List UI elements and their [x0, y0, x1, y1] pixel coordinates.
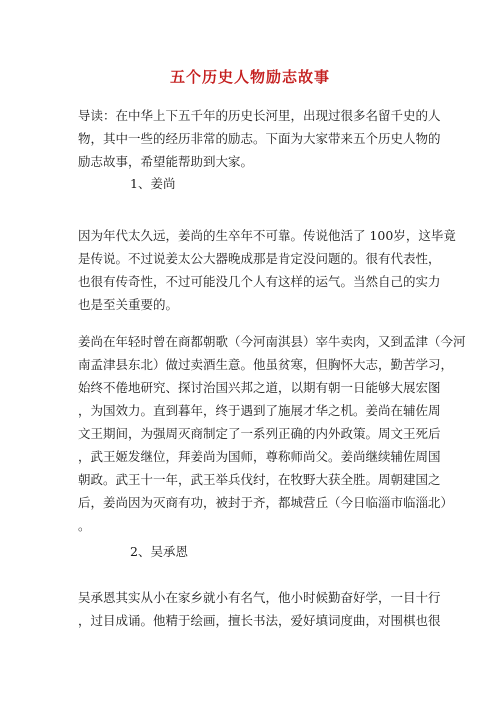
text-line: ，过目成诵。他精于绘画，擅长书法，爱好填词度曲，对围棋也很: [78, 613, 441, 628]
text-line: ，为国效力。直到暮年，终于遇到了施展才华之机。姜尚在辅佐周: [78, 403, 441, 418]
text-line: 姜尚在年轻时曾在商都朝歌（今河南淇县）宰牛卖肉，又到孟津（今河: [78, 334, 466, 349]
intro-paragraph: [78, 104, 441, 173]
text-line: 也是至关重要的。: [78, 297, 179, 312]
text-line: 后，姜尚因为灭商有功，被封于齐，都城营丘（今日临淄市临淄北）: [78, 495, 454, 510]
text-line: 朝政。武王十一年，武王举兵伐纣，在牧野大获全胜。周朝建国之: [78, 472, 441, 487]
section-heading-jiang-shang: 1、姜尚: [130, 176, 176, 191]
text-line: 南孟津县东北）做过卖酒生意。他虽贫寒，但胸怀大志，勤苦学习，: [78, 357, 454, 372]
text-line: 。: [78, 518, 91, 533]
text-line: 也很有传奇性，不过可能没几个人有这样的运气。当然自己的实力: [78, 274, 441, 289]
text-line: 励志故事，希望能帮助到大家。: [78, 154, 254, 169]
text-line: ，武王姬发继位，拜姜尚为国师，尊称师尚父。姜尚继续辅佐周国: [78, 449, 441, 464]
text-line: 因为年代太久远，姜尚的生卒年不可靠。传说他活了 100岁，这毕竟: [78, 228, 456, 243]
text-line: 吴承恩其实从小在家乡就小有名气，他小时候勤奋好学，一目十行: [78, 590, 441, 605]
text-line: 是传说。不过说姜太公大器晚成那是肯定没问题的。很有代表性，: [78, 251, 441, 266]
text-line: 物，其中一些的经历非常的励志。下面为大家带来五个历史人物的: [78, 131, 441, 146]
paragraph-jiang-shang-story: [78, 330, 466, 537]
document-title: 五个历史人物励志故事: [169, 68, 330, 86]
paragraph-wu-chengen: [78, 586, 441, 632]
section-heading-wu-chengen: 2、吴承恩: [130, 544, 188, 559]
text-line: 导读：在中华上下五千年的历史长河里，出现过很多名留千史的人: [78, 108, 441, 123]
text-line: 始终不倦地研究、探讨治国兴邦之道，以期有朝一日能够大展宏图: [78, 380, 441, 395]
text-line: 文王期间，为强周灭商制定了一系列正确的内外政策。周文王死后: [78, 426, 441, 441]
paragraph-jiang-shang-intro: [78, 224, 456, 316]
